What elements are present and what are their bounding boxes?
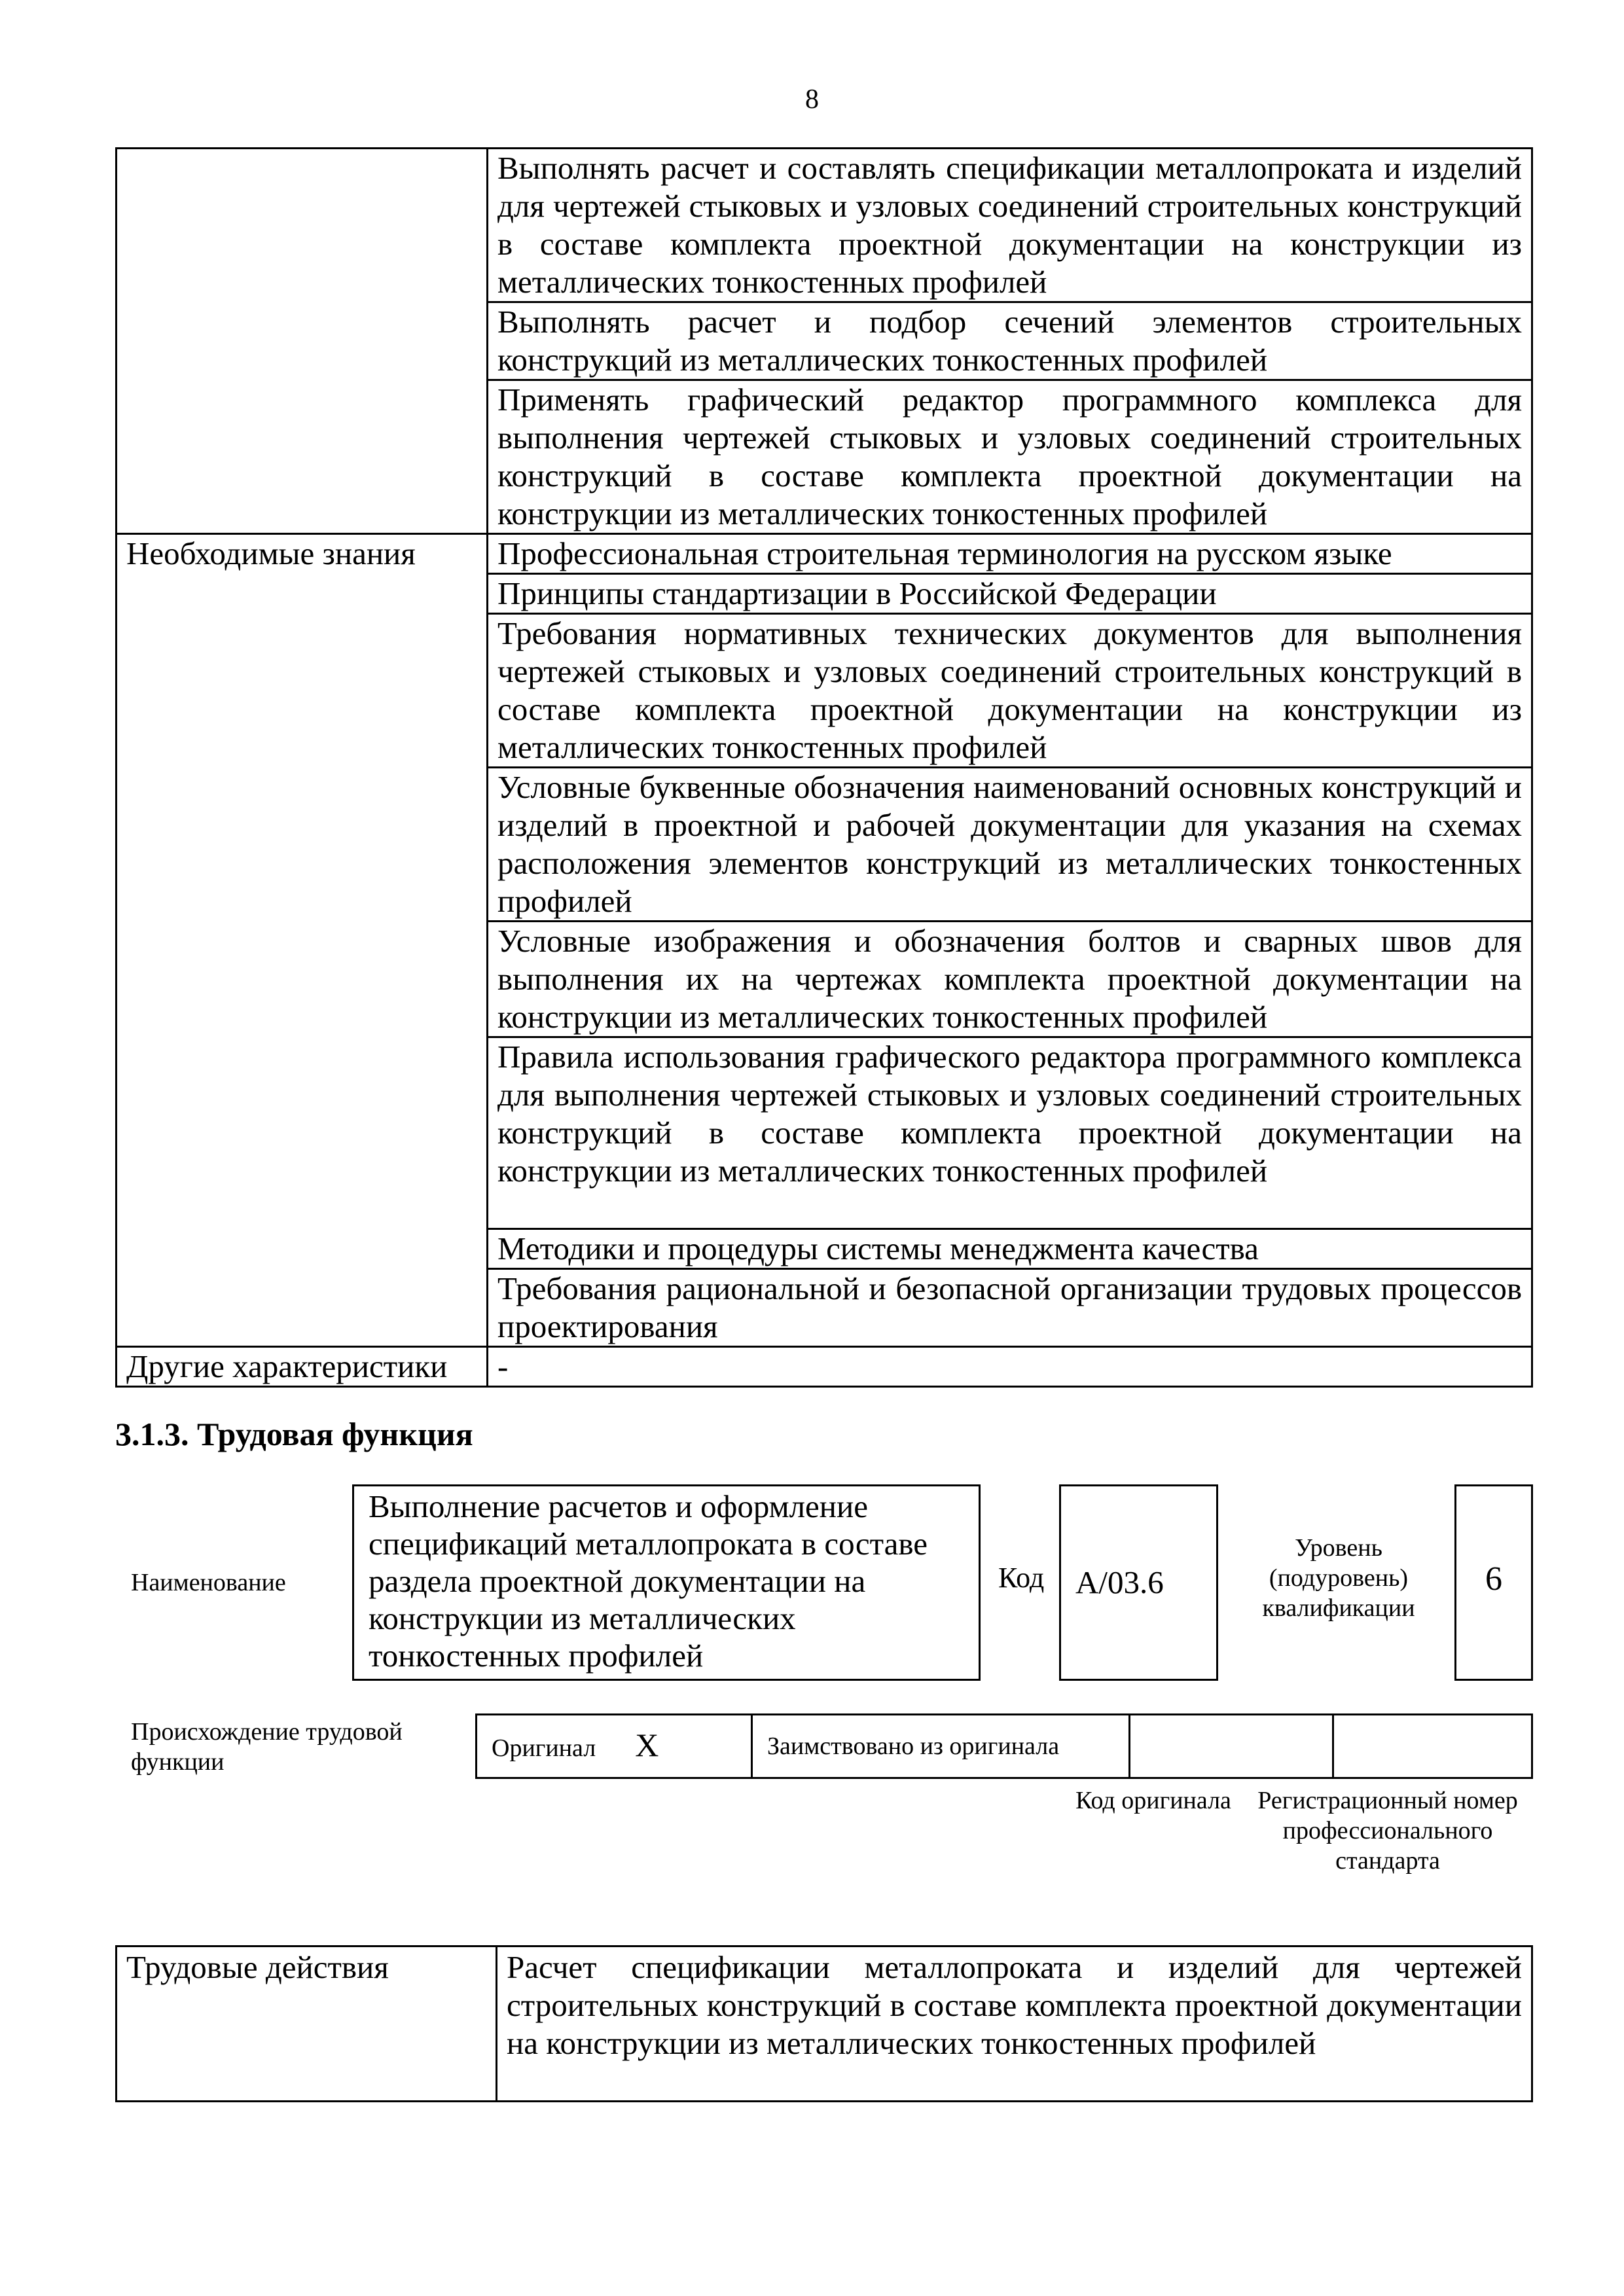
skills-knowledge-table <box>115 147 1533 1388</box>
section-title: 3.1.3. Трудовая функция <box>115 1416 473 1452</box>
original-mark: X <box>635 1726 659 1763</box>
origin-label: Происхождение трудовой функции <box>131 1718 403 1776</box>
code-label: Код <box>998 1562 1045 1594</box>
code-original-cell <box>1130 1715 1333 1778</box>
labor-actions-table <box>115 1945 1533 2102</box>
table-row <box>117 149 1532 302</box>
level-value: 6 <box>1454 1484 1533 1681</box>
name-value: Выполнение расчетов и оформление спецификаций металлопроката в составе раздела проектной документации на конструкции из металлических тонкостенных профилей <box>352 1484 981 1681</box>
table-row <box>117 1946 1532 2102</box>
knowledge-item: Условные изображения и обозначения болтов и сварных швов для выполнения их на чертежах комплекта проектной документации на конструкции из металлических тонкостенных профилей <box>488 922 1532 1037</box>
knowledge-item: Методики и процедуры системы менеджмента качества <box>488 1229 1532 1269</box>
table-row <box>117 534 1532 574</box>
reg-number-cell <box>1333 1715 1532 1778</box>
skills-label-cell <box>117 149 488 534</box>
knowledge-item: Требования рациональной и безопасной организации трудовых процессов проектирования <box>488 1269 1532 1347</box>
code-original-caption: Код оригинала <box>1075 1787 1231 1814</box>
other-value: - <box>488 1347 1532 1387</box>
skill-item: Выполнять расчет и составлять спецификации металлопроката и изделий для чертежей стыковых и узловых соединений строительных конструкций в составе комплекта проектной документации на конструкции из металлических тонкостенных профилей <box>488 149 1532 302</box>
borrowed-label: Заимствовано из оригинала <box>752 1715 1130 1778</box>
labor-actions-label: Трудовые действия <box>117 1946 497 2102</box>
knowledge-item: Условные буквенные обозначения наименований основных конструкций и изделий в проектной и рабочей документации для указания на схемах расположения элементов конструкций из металлических тонкостенных профилей <box>488 768 1532 922</box>
table-row <box>477 1715 1532 1778</box>
skill-item: Выполнять расчет и подбор сечений элементов строительных конструкций из металлических тонкостенных профилей <box>488 302 1532 380</box>
knowledge-label: Необходимые знания <box>117 534 488 1347</box>
name-label: Наименование <box>131 1569 286 1596</box>
knowledge-item: Требования нормативных технических документов для выполнения чертежей стыковых и узловых соединений строительных конструкций в составе комплекта проектной документации на конструкции из металлических тонкостенных профилей <box>488 614 1532 768</box>
labor-action-item: Расчет спецификации металлопроката и изделий для чертежей строительных конструкций в составе комплекта проектной документации на конструкции из металлических тонкостенных профилей <box>497 1946 1532 2102</box>
knowledge-item: Принципы стандартизации в Российской Федерации <box>488 574 1532 614</box>
knowledge-item: Профессиональная строительная терминология на русском языке <box>488 534 1532 574</box>
page-number: 8 <box>805 84 819 115</box>
origin-table <box>475 1713 1533 1779</box>
other-label: Другие характеристики <box>117 1347 488 1387</box>
reg-number-caption: Регистрационный номер профессионального стандарта <box>1257 1787 1518 1874</box>
original-label: Оригинал <box>492 1734 596 1762</box>
skill-item: Применять графический редактор программного комплекса для выполнения чертежей стыковых и узловых соединений строительных конструкций в составе комплекта проектной документации на конструкции из металлических тонкостенных профилей <box>488 380 1532 534</box>
code-value: A/03.6 <box>1059 1484 1218 1681</box>
original-cell <box>477 1715 752 1778</box>
level-label: Уровень (подуровень) квалификации <box>1262 1534 1415 1622</box>
knowledge-item: Правила использования графического редактора программного комплекса для выполнения чертежей стыковых и узловых соединений строительных конструкций в составе комплекта проектной документации на конструкции из металлических тонкостенных профилей <box>488 1037 1532 1229</box>
table-row <box>117 1347 1532 1387</box>
